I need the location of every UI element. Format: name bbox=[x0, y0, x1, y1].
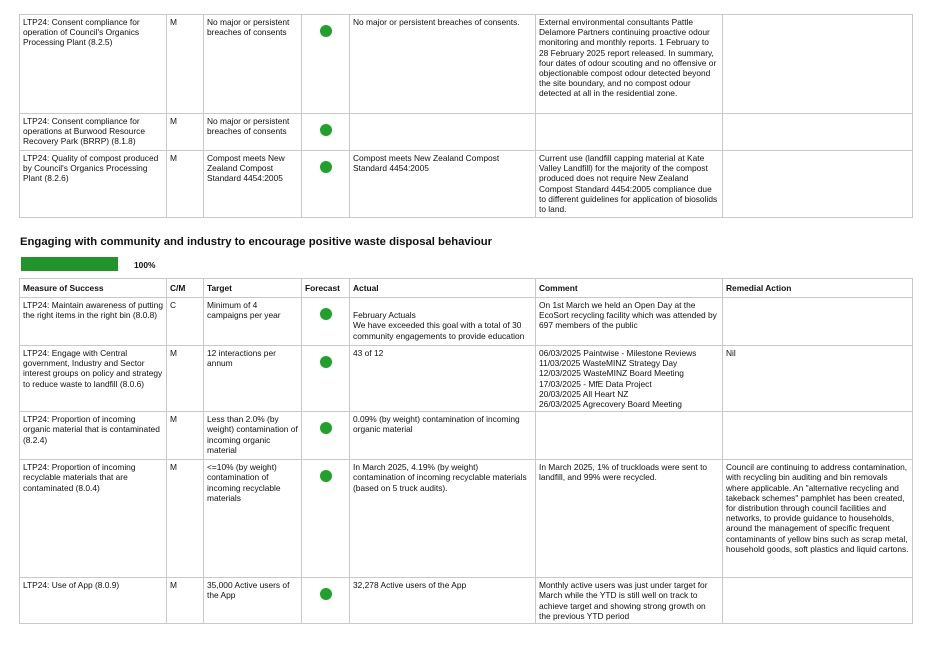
remedial-cell bbox=[723, 114, 913, 151]
column-header: Forecast bbox=[302, 279, 350, 298]
green-status-icon bbox=[320, 25, 332, 37]
table-row bbox=[20, 151, 913, 218]
forecast-cell bbox=[302, 15, 350, 114]
actual-cell: No major or persistent breaches of consents. bbox=[350, 15, 536, 114]
comment-cell: 06/03/2025 Paintwise - Milestone Reviews 11/03/2025 WasteMINZ Strategy Day 12/03/2025 WasteMINZ Board Meeting 17/03/2025 - MfE Data Project 20/03/2025 All Heart NZ 26/03/2025 Agrecovery Board Meeting bbox=[536, 346, 723, 412]
target-cell: <=10% (by weight) contamination of incoming recyclable materials bbox=[204, 460, 302, 578]
green-status-icon bbox=[320, 356, 332, 368]
cm-cell: M bbox=[167, 460, 204, 578]
green-status-icon bbox=[320, 308, 332, 320]
table-row bbox=[20, 412, 913, 460]
actual-cell: 43 of 12 bbox=[350, 346, 536, 412]
actual-cell bbox=[350, 114, 536, 151]
forecast-cell bbox=[302, 412, 350, 460]
target-cell: Minimum of 4 campaigns per year bbox=[204, 298, 302, 346]
measure-cell: LTP24: Consent compliance for operation of Council's Organics Processing Plant (8.2.5) bbox=[20, 15, 167, 114]
column-header: C/M bbox=[167, 279, 204, 298]
measure-cell: LTP24: Consent compliance for operations at Burwood Resource Recovery Park (BRRP) (8.1.8) bbox=[20, 114, 167, 151]
comment-cell bbox=[536, 412, 723, 460]
comment-cell: In March 2025, 1% of truckloads were sent to landfill, and 99% were recycled. bbox=[536, 460, 723, 578]
remedial-cell bbox=[723, 578, 913, 624]
cm-cell: M bbox=[167, 151, 204, 218]
forecast-cell bbox=[302, 151, 350, 218]
forecast-cell bbox=[302, 114, 350, 151]
actual-cell: February Actuals We have exceeded this goal with a total of 30 community engagements to provide education bbox=[350, 298, 536, 346]
cm-cell: M bbox=[167, 578, 204, 624]
forecast-cell bbox=[302, 298, 350, 346]
measure-cell: LTP24: Proportion of incoming organic material that is contaminated (8.2.4) bbox=[20, 412, 167, 460]
target-cell: Less than 2.0% (by weight) contamination of incoming organic material bbox=[204, 412, 302, 460]
table-row bbox=[20, 114, 913, 151]
measure-cell: LTP24: Use of App (8.0.9) bbox=[20, 578, 167, 624]
comment-cell: External environmental consultants Pattle Delamore Partners continuing proactive odour monitoring and monthly reports. 1 February to 28 February 2025 report released. In summary, four dates of odour scouting and no offensive or objectionable compost odour detected beyond the site boundary, and no compost odour detected at all in the residential zone. bbox=[536, 15, 723, 114]
column-header: Target bbox=[204, 279, 302, 298]
measure-cell: LTP24: Proportion of incoming recyclable materials that are contaminated (8.0.4) bbox=[20, 460, 167, 578]
green-status-icon bbox=[320, 588, 332, 600]
comment-cell: Current use (landfill capping material at Kate Valley Landfill) for the majority of the compost produced does not require New Zealand Compost Standard 4454:2005 compliance due to different guidelines for application of biosolids to land. bbox=[536, 151, 723, 218]
green-status-icon bbox=[320, 470, 332, 482]
remedial-cell bbox=[723, 298, 913, 346]
cm-cell: M bbox=[167, 15, 204, 114]
engagement-table bbox=[19, 278, 913, 624]
cm-cell: M bbox=[167, 114, 204, 151]
comment-cell: Monthly active users was just under target for March while the YTD is still well on track to achieve target and showing strong growth on the previous YTD period bbox=[536, 578, 723, 624]
actual-cell: 32,278 Active users of the App bbox=[350, 578, 536, 624]
table-row bbox=[20, 460, 913, 578]
target-cell: No major or persistent breaches of consents bbox=[204, 114, 302, 151]
cm-cell: M bbox=[167, 412, 204, 460]
section-title: Engaging with community and industry to encourage positive waste disposal behaviour bbox=[20, 236, 493, 248]
cm-cell: C bbox=[167, 298, 204, 346]
table-row bbox=[20, 346, 913, 412]
actual-cell: 0.09% (by weight) contamination of incoming organic material bbox=[350, 412, 536, 460]
target-cell: 35,000 Active users of the App bbox=[204, 578, 302, 624]
forecast-cell bbox=[302, 346, 350, 412]
progress-label: 100% bbox=[134, 260, 156, 270]
remedial-cell bbox=[723, 15, 913, 114]
forecast-cell bbox=[302, 460, 350, 578]
progress-bar-fill bbox=[21, 257, 118, 271]
cm-cell: M bbox=[167, 346, 204, 412]
green-status-icon bbox=[320, 422, 332, 434]
measure-cell: LTP24: Quality of compost produced by Council's Organics Processing Plant (8.2.6) bbox=[20, 151, 167, 218]
green-status-icon bbox=[320, 124, 332, 136]
comment-cell: On 1st March we held an Open Day at the EcoSort recycling facility which was attended by 697 members of the public bbox=[536, 298, 723, 346]
measure-cell: LTP24: Maintain awareness of putting the right items in the right bin (8.0.8) bbox=[20, 298, 167, 346]
actual-cell: In March 2025, 4.19% (by weight) contamination of incoming recyclable materials (based on 5 truck audits). bbox=[350, 460, 536, 578]
forecast-cell bbox=[302, 578, 350, 624]
column-header: Comment bbox=[536, 279, 723, 298]
target-cell: No major or persistent breaches of consents bbox=[204, 15, 302, 114]
column-header: Measure of Success bbox=[20, 279, 167, 298]
target-cell: Compost meets New Zealand Compost Standard 4454:2005 bbox=[204, 151, 302, 218]
remedial-cell: Council are continuing to address contamination, with recycling bin auditing and bin removals where applicable. An "alternative recycling and takeback schemes" pamphlet has been created, for distribution through council facilities and networks, to provide guidance to households, around the management of specific frequent contaminants of yellow bins such as scrap metal, household goods, soft plastics and liquid cartons. bbox=[723, 460, 913, 578]
green-status-icon bbox=[320, 161, 332, 173]
remedial-cell bbox=[723, 151, 913, 218]
compliance-table bbox=[19, 14, 913, 218]
column-header: Remedial Action bbox=[723, 279, 913, 298]
comment-cell bbox=[536, 114, 723, 151]
table-row bbox=[20, 15, 913, 114]
table-row bbox=[20, 298, 913, 346]
table-row bbox=[20, 578, 913, 624]
measure-cell: LTP24: Engage with Central government, Industry and Sector interest groups on policy and strategy to reduce waste to landfill (8.0.6) bbox=[20, 346, 167, 412]
remedial-cell: Nil bbox=[723, 346, 913, 412]
header-row bbox=[20, 279, 913, 298]
actual-cell: Compost meets New Zealand Compost Standard 4454:2005 bbox=[350, 151, 536, 218]
progress-bar bbox=[21, 257, 118, 271]
column-header: Actual bbox=[350, 279, 536, 298]
remedial-cell bbox=[723, 412, 913, 460]
target-cell: 12 interactions per annum bbox=[204, 346, 302, 412]
